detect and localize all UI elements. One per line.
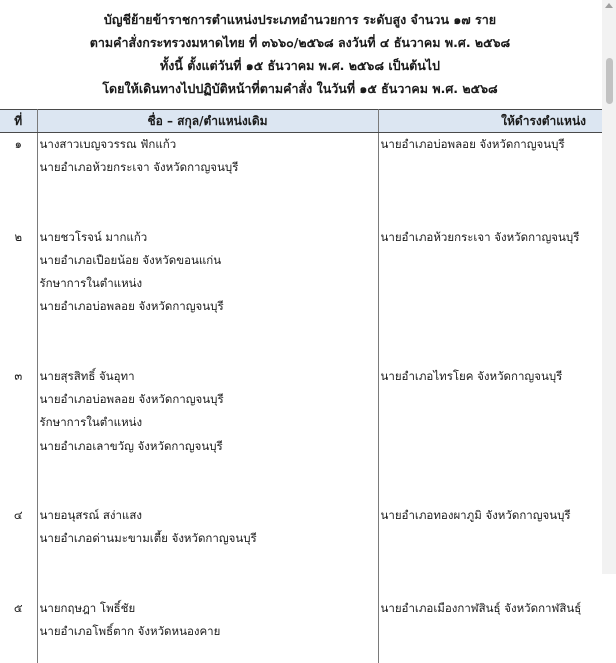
table-header-row xyxy=(0,110,602,133)
former-position: นายอำเภอเปือยน้อย จังหวัดขอนแก่น xyxy=(39,252,222,267)
column-header-no: ที่ xyxy=(0,110,37,133)
row-number: ๔ xyxy=(0,504,37,597)
former-position: นายอำเภอห้วยกระเจา จังหวัดกาญจนบุรี xyxy=(39,160,239,175)
row-name-cell xyxy=(37,597,378,663)
row-name-cell xyxy=(37,133,378,226)
row-name-cell xyxy=(37,365,378,504)
table-row xyxy=(0,597,602,663)
new-position: นายอำเภอบ่อพลอย จังหวัดกาญจนบุรี xyxy=(380,137,565,151)
column-header-name: ชื่อ – สกุล/ตำแหน่งเดิม xyxy=(37,110,378,133)
person-name: นายอนุสรณ์ สง่าแสง xyxy=(39,507,142,522)
scroll-up-arrow-icon[interactable] xyxy=(605,3,613,8)
table-row xyxy=(0,504,602,597)
row-number: ๑ xyxy=(0,133,37,226)
new-position: นายอำเภอทองผาภูมิ จังหวัดกาญจนบุรี xyxy=(380,507,571,522)
row-number: ๒ xyxy=(0,226,37,365)
person-name: นายกฤษฎา โพธิ์ชัย xyxy=(39,600,136,615)
header-report-date: โดยให้เดินทางไปปฏิบัติหน้าที่ตามคำสั่ง ในวันที่ ๑๕ ธันวาคม พ.ศ. ๒๕๖๘ xyxy=(102,81,498,96)
former-position: นายอำเภอบ่อพลอย จังหวัดกาญจนบุรี xyxy=(39,392,224,407)
row-name-cell xyxy=(37,226,378,365)
column-header-position: ให้ดำรงตำแหน่ง xyxy=(378,110,602,133)
table-row xyxy=(0,133,602,226)
header-order-reference: ตามคำสั่งกระทรวงมหาดไทย ที่ ๓๖๖๐/๒๕๖๘ ลงวันที่ ๔ ธันวาคม พ.ศ. ๒๕๖๘ xyxy=(89,35,511,50)
person-name: นายชวโรจน์ มากแก้ว xyxy=(39,229,148,244)
document-header xyxy=(0,8,600,100)
header-effective-date: ทั้งนี้ ตั้งแต่วันที่ ๑๕ ธันวาคม พ.ศ. ๒๕๖๘ เป็นต้นไป xyxy=(160,58,440,73)
header-title: บัญชีย้ายข้าราชการตำแหน่งประเภทอำนวยการ ระดับสูง จำนวน ๑๗ ราย xyxy=(103,12,497,27)
former-position: นายอำเภอด่านมะขามเตี้ย จังหวัดกาญจนบุรี xyxy=(39,531,257,546)
table-row xyxy=(0,365,602,504)
acting-position: นายอำเภอบ่อพลอย จังหวัดกาญจนบุรี xyxy=(39,299,224,314)
acting-position: นายอำเภอเลาขวัญ จังหวัดกาญจนบุรี xyxy=(39,438,223,453)
person-name: นายสุรสิทธิ์ จันอุทา xyxy=(39,368,135,383)
scrollbar-thumb[interactable] xyxy=(606,58,613,104)
acting-label: รักษาการในตำแหน่ง xyxy=(39,276,143,291)
vertical-scrollbar[interactable] xyxy=(602,0,616,574)
row-number: ๕ xyxy=(0,597,37,663)
acting-label: รักษาการในตำแหน่ง xyxy=(39,415,143,430)
person-name: นางสาวเบญจวรรณ ฟักแก้ว xyxy=(39,137,177,151)
row-name-cell xyxy=(37,504,378,597)
new-position: นายอำเภอไทรโยค จังหวัดกาญจนบุรี xyxy=(380,368,563,383)
new-position: นายอำเภอห้วยกระเจา จังหวัดกาญจนบุรี xyxy=(380,229,580,244)
table-row xyxy=(0,226,602,365)
row-number: ๓ xyxy=(0,365,37,504)
former-position: นายอำเภอโพธิ์ตาก จังหวัดหนองคาย xyxy=(39,623,221,638)
new-position: นายอำเภอเมืองกาฬสินธุ์ จังหวัดกาฬสินธุ์ xyxy=(380,600,582,615)
transfer-table xyxy=(0,109,602,663)
